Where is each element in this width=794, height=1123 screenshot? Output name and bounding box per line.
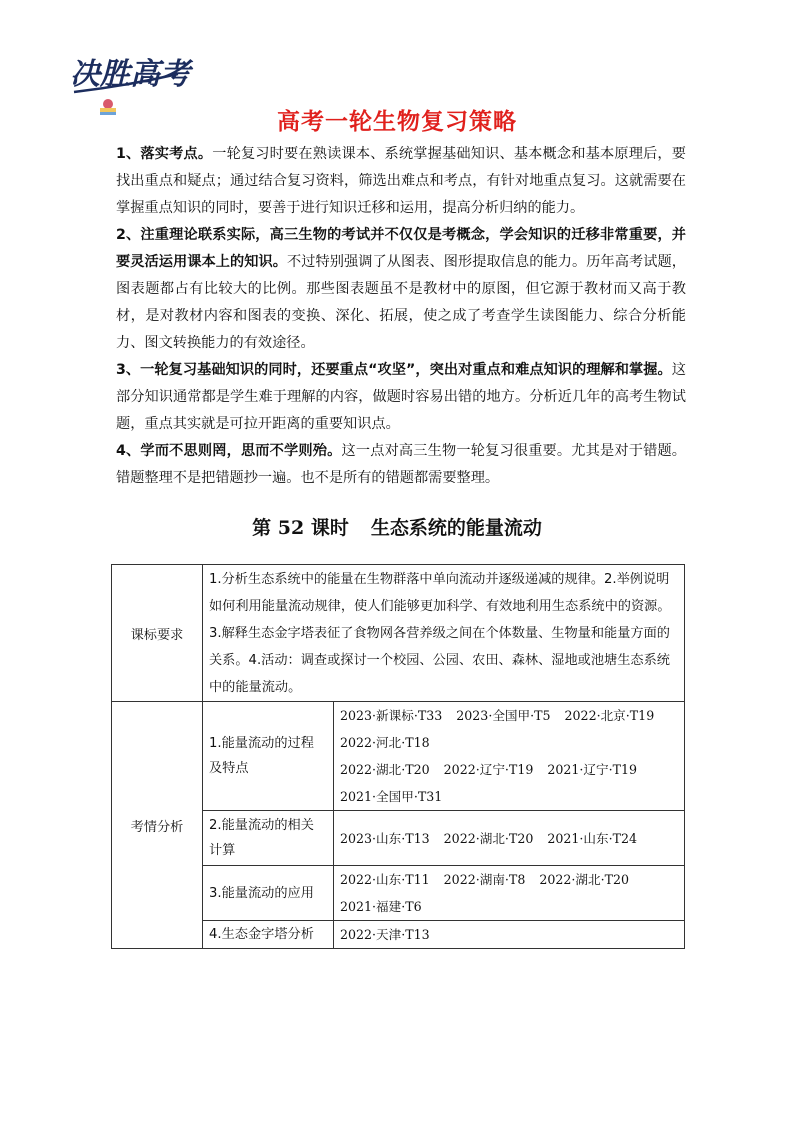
exam-references — [334, 866, 685, 921]
exam-ref: 2022·辽宁·T19 — [443, 762, 534, 777]
topic-row — [112, 702, 685, 811]
exam-ref: 2022·湖北·T20 — [340, 762, 430, 777]
strategy-item — [116, 357, 686, 438]
strategy-text: 一轮复习时要在熟读课本、系统掌握基础知识、基本概念和基本原理后，要找出重点和疑点；通过结合复习资料，筛选出难点和考点，有针对地重点复习。这就需要在掌握重点知识的同时，要善于进行知识迁移和运用，提高分析归纳的能力。 — [116, 146, 686, 216]
curriculum-text: 1.分析生态系统中的能量在生物群落中单向流动并逐级递减的规律。2.举例说明如何利用能量流动规律，使人们能够更加科学、有效地利用生态系统中的资源。3.解释生态金字塔表征了食物网各营养级之间在个体数量、生物量和能量方面的关系。4.活动：调查或探讨一个校园、公园、农田、森林、湿地或池塘生态系统中的能量流动。 — [203, 565, 685, 702]
exam-ref: 2021·福建·T6 — [340, 899, 422, 914]
exam-line — [340, 756, 678, 783]
topic-name: 4.生态金字塔分析 — [203, 921, 334, 949]
topic-name: 2.能量流动的相关计算 — [203, 811, 334, 866]
exam-line — [340, 729, 678, 756]
strategy-heading: 4、学而不思则罔，思而不学则殆。 — [116, 443, 342, 459]
exam-ref: 2022·山东·T11 — [340, 872, 430, 887]
strategy-text: 这部分知识通常都是学生难于理解的内容，做题时容易出错的地方。分析近几年的高考生物试题，重点其实就是可拉开距离的重要知识点。 — [116, 362, 686, 432]
lesson-title — [0, 513, 794, 540]
exam-references — [334, 702, 685, 811]
strategy-list — [116, 141, 686, 492]
exam-references — [334, 811, 685, 866]
strategy-heading: 1、落实考点。 — [116, 146, 213, 162]
curriculum-row — [112, 565, 685, 702]
lesson-name: 生态系统的能量流动 — [370, 517, 542, 539]
exam-ref: 2022·湖南·T8 — [443, 872, 526, 887]
exam-ref: 2021·全国甲·T31 — [340, 789, 443, 804]
exam-ref: 2021·辽宁·T19 — [547, 762, 638, 777]
exam-ref: 2023·全国甲·T5 — [456, 708, 551, 723]
analysis-label: 考情分析 — [112, 702, 203, 949]
exam-line — [340, 866, 678, 893]
lesson-overview-table — [111, 564, 685, 949]
brand-logo-text: 决胜高考 — [70, 57, 190, 92]
exam-line — [340, 825, 678, 852]
lesson-number: 第 52 课时 — [252, 517, 349, 539]
exam-ref: 2022·河北·T18 — [340, 735, 430, 750]
exam-ref: 2022·天津·T13 — [340, 927, 430, 942]
topic-name: 3.能量流动的应用 — [203, 866, 334, 921]
topic-name: 1.能量流动的过程及特点 — [203, 702, 334, 811]
exam-ref: 2022·湖北·T20 — [443, 830, 534, 846]
exam-line — [340, 702, 678, 729]
exam-ref: 2022·湖北·T20 — [539, 872, 630, 887]
exam-line — [340, 783, 678, 810]
strategy-text: 这一点对高三生物一轮复习很重要。尤其是对于错题。错题整理不是把错题抄一遍。也不是所有的错题都需要整理。 — [116, 443, 686, 486]
strategy-item — [116, 438, 686, 492]
strategy-heading: 3、一轮复习基础知识的同时，还要重点“攻坚”，突出对重点和难点知识的理解和掌握。 — [116, 362, 672, 378]
document-title: 高考一轮生物复习策略 — [277, 109, 517, 135]
exam-ref: 2023·山东·T13 — [340, 830, 430, 846]
exam-references — [334, 921, 685, 949]
strategy-item — [116, 222, 686, 357]
strategy-item — [116, 141, 686, 222]
strategy-heading: 2、注重理论联系实际，高三生物的考试并不仅仅是考概念，学会知识的迁移非常重要，并要灵活运用课本上的知识。 — [116, 227, 686, 270]
exam-ref: 2022·北京·T19 — [564, 708, 655, 723]
curriculum-label: 课标要求 — [112, 565, 203, 702]
strategy-text: 不过特别强调了从图表、图形提取信息的能力。历年高考试题，图表题都占有比较大的比例。那些图表题虽不是教材中的原图，但它源于教材而又高于教材，是对教材内容和图表的变换、深化、拓展，使之成了考查学生读图能力、综合分析能力、图文转换能力的有效途径。 — [116, 254, 686, 351]
exam-ref: 2021·山东·T24 — [547, 830, 638, 846]
exam-line — [340, 893, 678, 920]
exam-ref: 2023·新课标·T33 — [340, 708, 443, 723]
exam-line — [340, 921, 678, 948]
